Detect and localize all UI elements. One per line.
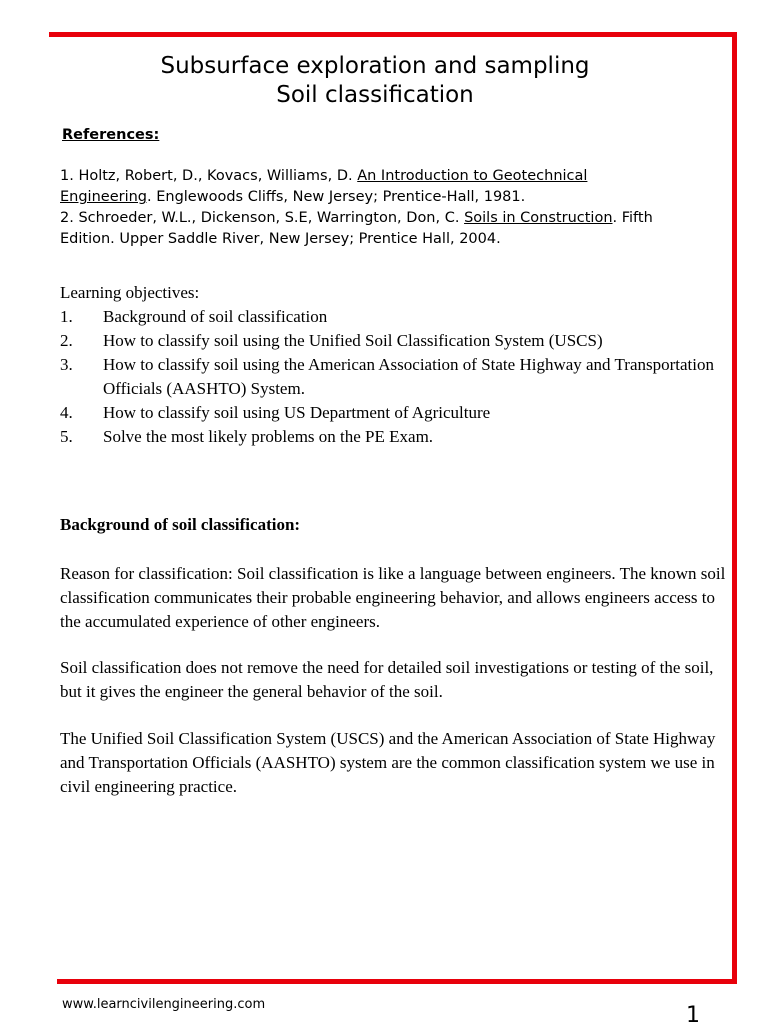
paragraph: Reason for classification: Soil classification is like a language between engineers. The known soil classification communicates their probable engineering behavior, and allows engineers access to the accumulated experience of other engineers.	[60, 564, 726, 631]
list-item-text: Solve the most likely problems on the PE Exam.	[103, 427, 434, 446]
reference-1-authors: 1. Holtz, Robert, D., Kovacs, Williams, D.	[60, 168, 353, 184]
page-border-bottom	[57, 979, 737, 984]
learning-objectives	[60, 281, 740, 449]
page-border-top	[49, 32, 737, 37]
list-item	[60, 329, 740, 353]
list-item-number: 1.	[60, 307, 73, 326]
references-heading: References:	[62, 127, 160, 143]
list-item	[60, 425, 740, 449]
reference-1-book-title: An Introduction to Geotechnical	[357, 168, 588, 184]
reference-1-book-title-cont: Engineering	[60, 189, 147, 205]
reference-2-line-2: Edition. Upper Saddle River, New Jersey; Prentice Hall, 2004.	[60, 231, 501, 247]
list-item-text: Background of soil classification	[103, 307, 328, 326]
reference-1-publisher: . Englewoods Cliffs, New Jersey; Prentice-Hall, 1981.	[147, 189, 526, 205]
page-subtitle: Soil classification	[276, 82, 474, 108]
list-item-number: 3.	[60, 355, 73, 374]
reference-2-line-1	[60, 208, 720, 228]
list-item-text: How to classify soil using the Unified Soil Classification System (USCS)	[103, 331, 603, 350]
list-item	[60, 305, 740, 329]
reference-2-edition: . Fifth	[612, 210, 653, 226]
list-item-text: How to classify soil using US Department of Agriculture	[103, 403, 491, 422]
page-border-right	[732, 32, 737, 984]
reference-2-authors: 2. Schroeder, W.L., Dickenson, S.E, Warrington, Don, C.	[60, 210, 460, 226]
list-item-number: 5.	[60, 427, 73, 446]
list-item	[60, 353, 740, 401]
page-number: 1	[686, 1003, 700, 1028]
page-title: Subsurface exploration and sampling	[160, 53, 590, 79]
reference-1-line-1	[60, 166, 720, 186]
list-item-text: How to classify soil using the American Association of State Highway and Transportation Officials (AASHTO) System.	[103, 355, 714, 398]
paragraph: The Unified Soil Classification System (USCS) and the American Association of State Highway and Transportation Officials (AASHTO) system are the common classification system we use in civil engineering practice.	[60, 729, 716, 796]
paragraph: Soil classification does not remove the need for detailed soil investigations or testing of the soil, but it gives the engineer the general behavior of the soil.	[60, 658, 714, 701]
list-item	[60, 401, 740, 425]
reference-2-book-title: Soils in Construction	[464, 210, 613, 226]
objectives-title: Learning objectives:	[60, 283, 200, 302]
list-item-number: 4.	[60, 403, 73, 422]
section-heading: Background of soil classification:	[60, 515, 301, 534]
footer-url: www.learncivilengineering.com	[62, 997, 266, 1012]
reference-1-line-2	[60, 187, 720, 207]
list-item-number: 2.	[60, 331, 73, 350]
